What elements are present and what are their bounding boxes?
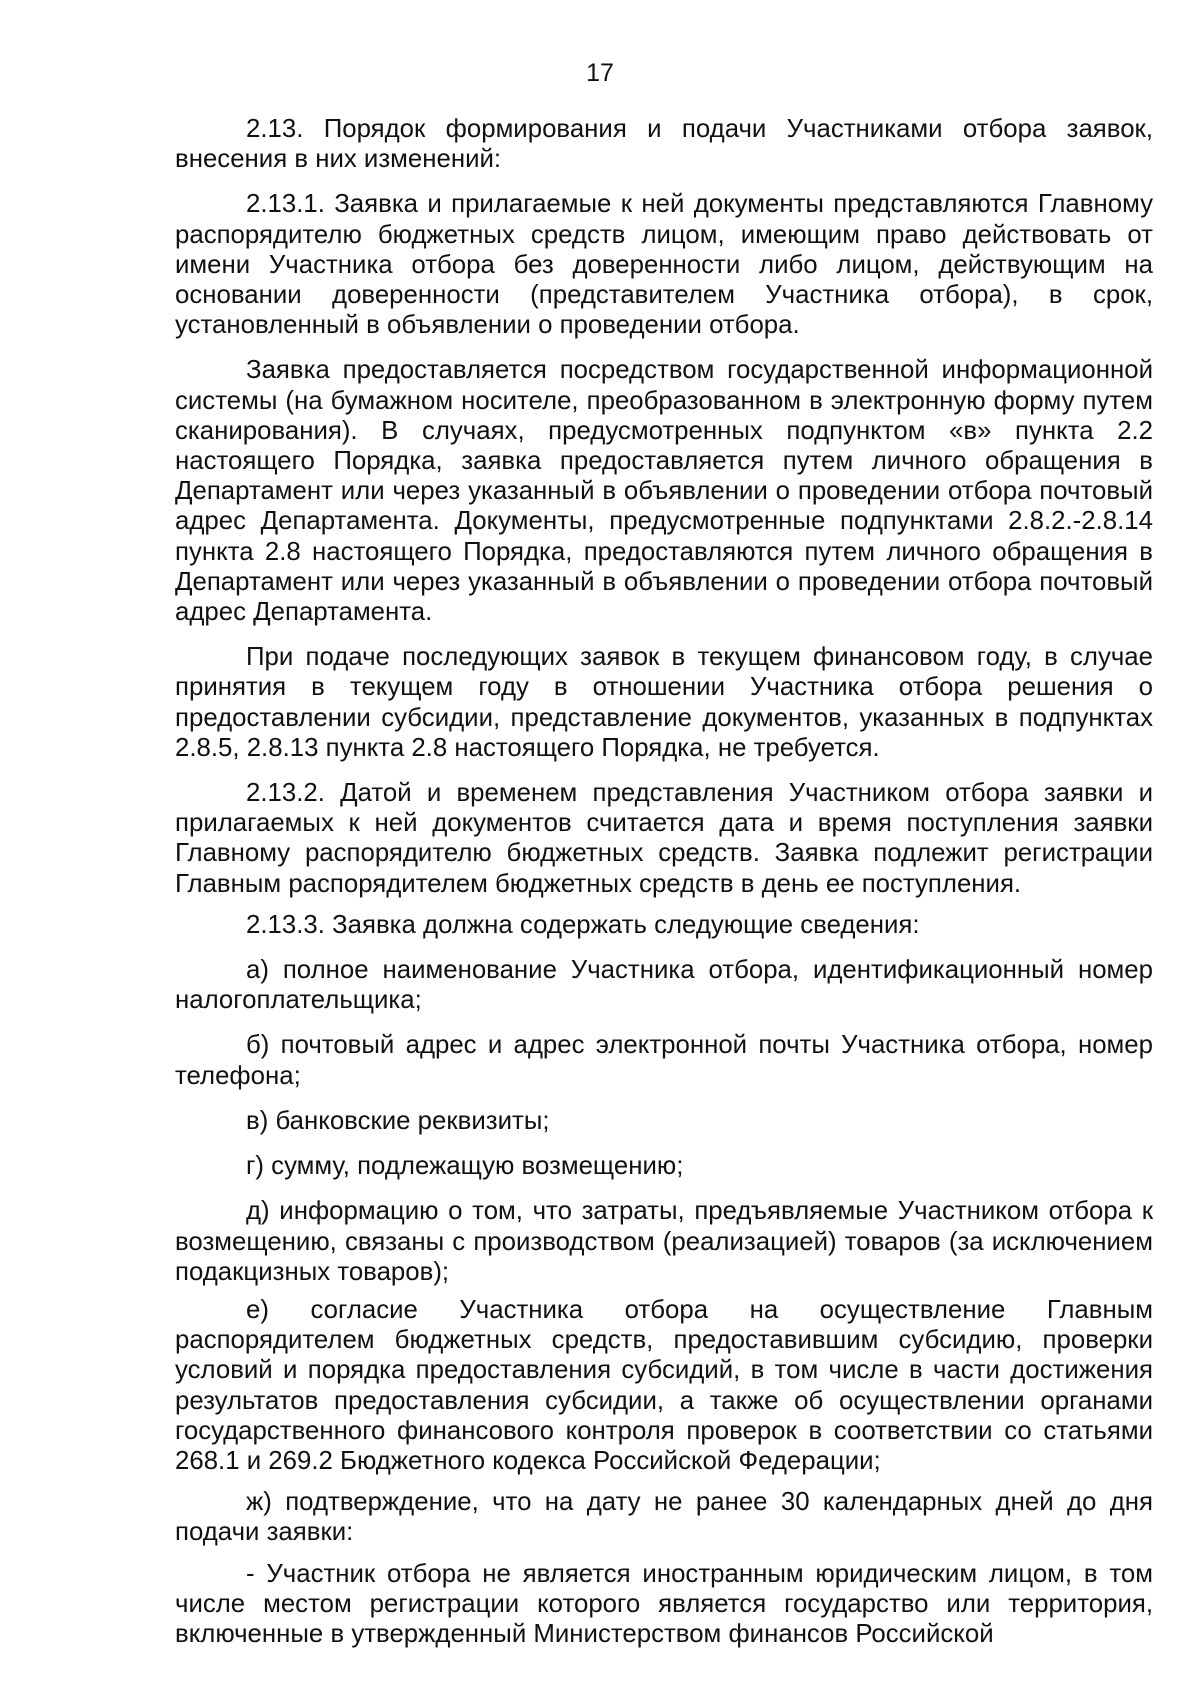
paragraph-2-13-2: 2.13.2. Датой и временем представления Участником отбора заявки и прилагаемых к ней документов считается дата и время поступления заявки Главному распорядителю бюджетных средств. Заявка подлежит регистрации Главным распорядителем бюджетных средств в день ее поступления. — [175, 779, 1153, 898]
paragraph-subsequent-applications: При подаче последующих заявок в текущем финансовом году, в случае принятия в текущем году в отношении Участника отбора решения о предоставлении субсидии, представление документов, указанных в подпунктах 2.8.5, 2.8.13 пункта 2.8 настоящего Порядка, не требуется. — [175, 643, 1153, 762]
list-item-d: д) информацию о том, что затраты, предъявляемые Участником отбора к возмещению, связаны с производством (реализацией) товаров (за исключением подакцизных товаров); — [175, 1197, 1153, 1286]
list-item-g: г) сумму, подлежащую возмещению; — [246, 1152, 684, 1181]
paragraph-2-13-3: 2.13.3. Заявка должна содержать следующие сведения: — [246, 910, 920, 939]
list-item-e: е) согласие Участника отбора на осуществление Главным распорядителем бюджетных средств, предоставившим субсидию, проверки условий и порядка предоставления субсидий, в том числе в части достижения результатов предоставления субсидии, а также об осуществлении органами государственного финансового контроля проверок в соответствии со статьями 268.1 и 269.2 Бюджетного кодекса Российской Федерации; — [175, 1295, 1153, 1475]
list-item-zh: ж) подтверждение, что на дату не ранее 30 календарных дней до дня подачи заявки: — [175, 1488, 1153, 1547]
paragraph-application-submission: Заявка предоставляется посредством государственной информационной системы (на бумажном носителе, преобразованном в электронную форму путем сканирования). В случаях, предусмотренных подпунктом «в» пункта 2.2 настоящего Порядка, заявка предоставляется путем личного обращения в Департамент или через указанный в объявлении о проведении отбора почтовый адрес Департамента. Документы, предусмотренные подпунктами 2.8.2.-2.8.14 пункта 2.8 настоящего Порядка, предоставляются путем личного обращения в Департамент или через указанный в объявлении о проведении отбора почтовый адрес Департамента. — [175, 356, 1153, 627]
list-item-a: а) полное наименование Участника отбора, идентификационный номер налогоплательщика; — [175, 956, 1153, 1015]
list-item-dash-foreign-entity: - Участник отбора не является иностранным юридическим лицом, в том числе местом регистрации которого является государство или территория, включенные в утвержденный Министерством финансов Российской — [175, 1559, 1153, 1648]
list-item-v: в) банковские реквизиты; — [246, 1106, 550, 1135]
page-number: 17 — [586, 59, 614, 87]
document-body — [175, 114, 1153, 1649]
paragraph-2-13: 2.13. Порядок формирования и подачи Участниками отбора заявок, внесения в них изменений: — [175, 115, 1153, 174]
paragraph-2-13-1: 2.13.1. Заявка и прилагаемые к ней документы представляются Главному распорядителю бюджетных средств лицом, имеющим право действовать от имени Участника отбора без доверенности либо лицом, действующим на основании доверенности (представителем Участника отбора), в срок, установленный в объявлении о проведении отбора. — [175, 190, 1153, 340]
list-item-b: б) почтовый адрес и адрес электронной почты Участника отбора, номер телефона; — [175, 1031, 1153, 1090]
